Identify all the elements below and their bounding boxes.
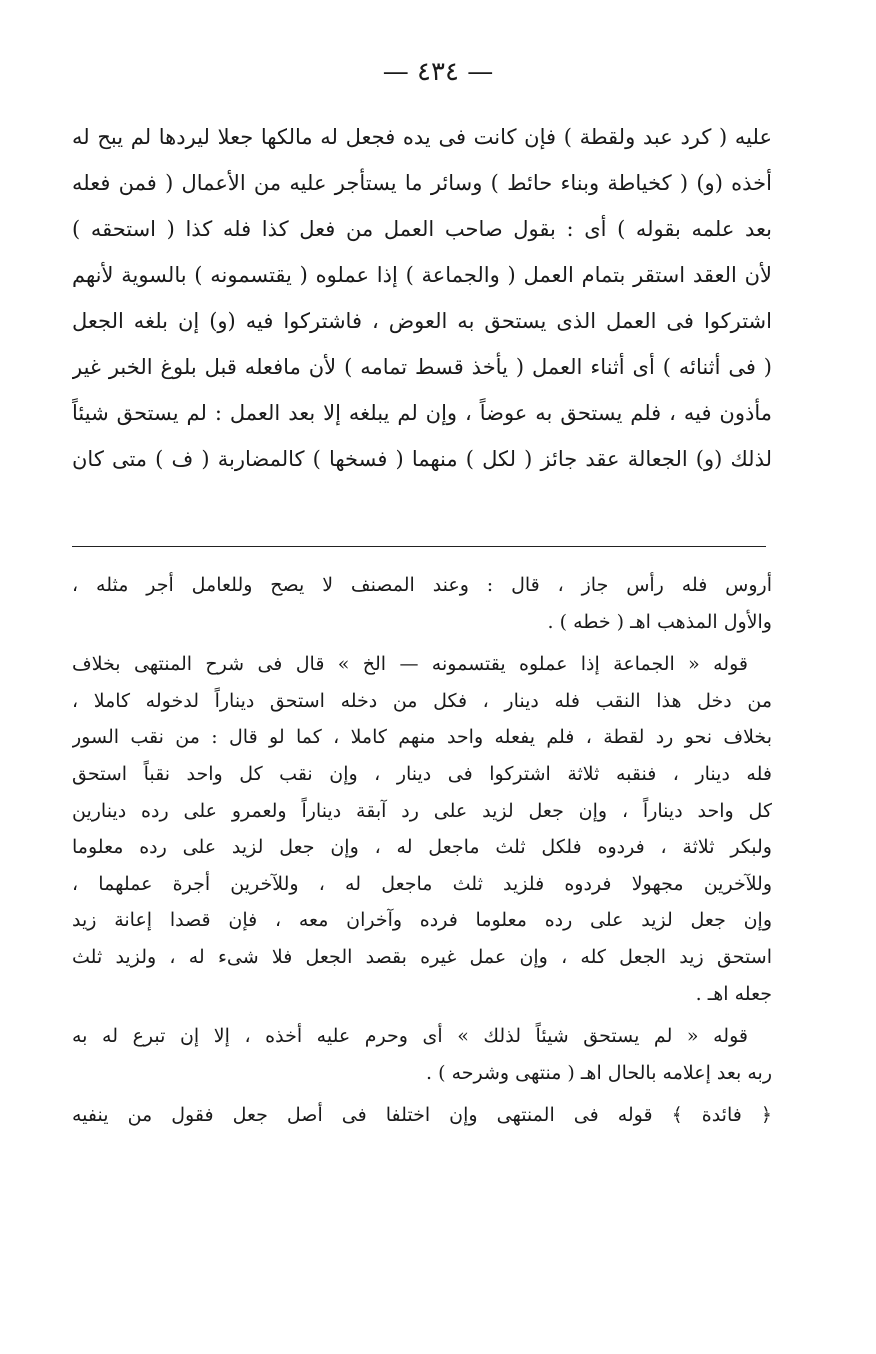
main-text-line: مأذون فيه ، فلم يستحق به عوضاً ، وإن لم يبلغه إلا بعد العمل : لم يستحق شيئاً xyxy=(72,401,772,425)
footnote-separator xyxy=(72,546,766,547)
footnote-line: قوله « الجماعة إذا عملوه يقتسمونه — الخ » قال فى شرح المنتهى بخلاف xyxy=(72,653,748,676)
main-text-line: ( فى أثنائه ) أى أثناء العمل ( يأخذ قسط تمامه ) لأن مافعله قبل بلوغ الخبر غير xyxy=(72,355,772,379)
footnote-line: وللآخرين مجهولا فردوه فلزيد ثلث ماجعل له ، وللآخرين أجرة عملهما ، xyxy=(72,872,772,895)
main-text xyxy=(72,114,772,482)
footnotes xyxy=(72,567,772,1134)
footnote-line: قوله « لم يستحق شيئاً لذلك » أى وحرم عليه أخذه ، إلا إن تبرع له به xyxy=(72,1025,748,1048)
footnote-line: أروس فله رأس جاز ، قال : وعند المصنف لا يصح وللعامل أجر مثله ، xyxy=(72,574,772,596)
footnote-line: من دخل هذا النقب فله دينار ، فكل من دخله استحق ديناراً لدخوله كاملا ، xyxy=(72,689,772,712)
page-number: — ٤٣٤ — xyxy=(382,57,494,87)
footnote-line: جعله اهـ . xyxy=(695,982,772,1005)
footnote-line: فله دينار ، فنقبه ثلاثة اشتركوا فى دينار ، وإن نقب كل واحد نقباً استحق xyxy=(72,762,772,785)
footnote-line: ولبكر ثلاثة ، فردوه فلكل ثلث ماجعل له ، وإن جعل لزيد على رده معلوما xyxy=(72,836,772,859)
main-text-line: لأن العقد استقر بتمام العمل ( والجماعة ) إذا عملوه ( يقتسمونه ) بالسوية لأنهم xyxy=(72,263,772,287)
footnote-line: والأول المذهب اهـ ( خطه ) . xyxy=(547,610,772,633)
main-text-line: أخذه (و) ( كخياطة وبناء حائط ) وسائر ما يستأجر عليه من الأعمال ( فمن فعله xyxy=(72,171,772,195)
footnote-line: استحق زيد الجعل كله ، وإن عمل غيره بقصد الجعل فلا شىء له ، ولزيد ثلث xyxy=(72,945,772,968)
main-text-line: لذلك (و) الجعالة عقد جائز ( لكل ) منهما ( فسخها ) كالمضاربة ( ف ) متى كان xyxy=(72,447,772,471)
footnote-line: وإن جعل لزيد على رده معلوما فرده وآخران معه ، فإن قصدا إعانة زيد xyxy=(72,909,772,932)
main-text-line: عليه ( كرد عبد ولقطة ) فإن كانت فى يده فجعل له مالكها جعلا ليردها لم يبح له xyxy=(72,125,772,149)
footnote-line: بخلاف نحو رد لقطة ، فلم يفعله واحد منهم كاملا ، كما لو قال : من نقب السور xyxy=(72,726,772,749)
footnote-line: ﴿ فائدة ﴾ قوله فى المنتهى وإن اختلفا فى أصل جعل فقول من ينفيه xyxy=(72,1104,772,1127)
footnote-line: كل واحد ديناراً ، وإن جعل لزيد على رد آبقة ديناراً ولعمرو على رده دينارين xyxy=(72,799,772,822)
main-text-line: بعد علمه بقوله ) أى : بقول صاحب العمل من فعل كذا فله كذا ( استحقه ) xyxy=(72,217,772,241)
footnote-line: ربه بعد إعلامه بالحال اهـ ( منتهى وشرحه ) . xyxy=(426,1061,772,1084)
main-text-line: اشتركوا فى العمل الذى يستحق به العوض ، فاشتركوا فيه (و) إن بلغه الجعل xyxy=(72,309,772,333)
